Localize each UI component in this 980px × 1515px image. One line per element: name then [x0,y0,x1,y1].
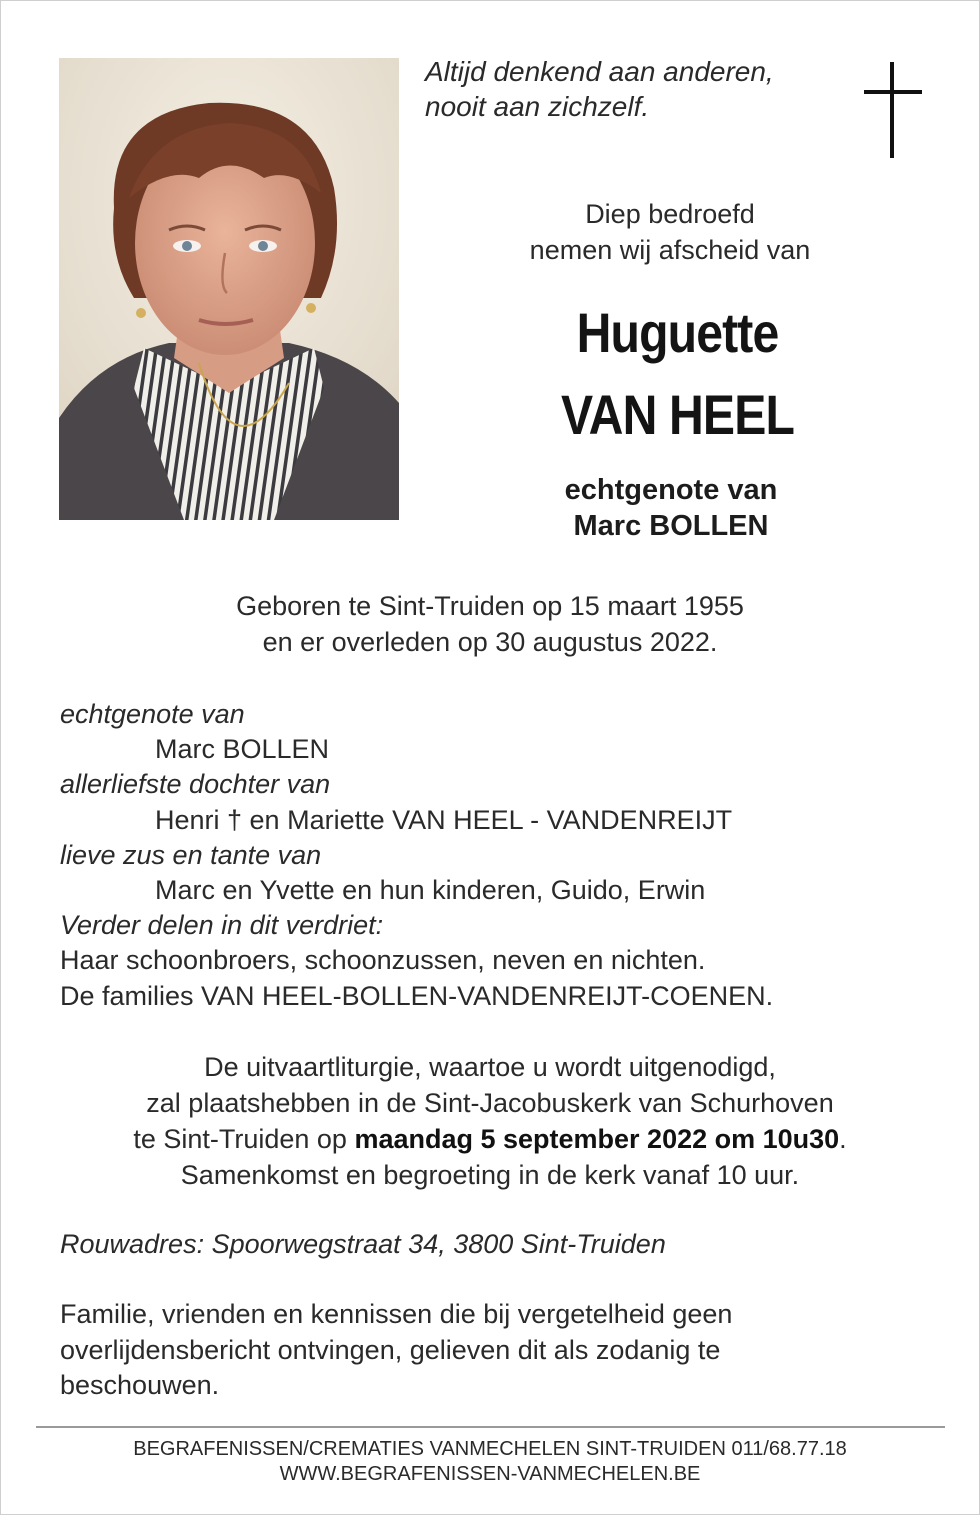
deceased-last-name: VAN HEEL [560,383,795,446]
death-line: en er overleden op 30 augustus 2022. [262,627,718,657]
motto-line-1: Altijd denkend aan anderen, [425,56,774,87]
intro-text [470,196,870,268]
intro-line-1: Diep bedroefd [585,199,755,229]
relation-names: Marc en Yvette en hun kinderen, Guido, Erwin [155,875,706,906]
relation-label: allerliefste dochter van [60,769,331,800]
footer-company: BEGRAFENISSEN/CREMATIES VANMECHELEN SINT-TRUIDEN 011/68.77.18 [133,1438,847,1460]
notice-text [60,1297,732,1404]
notice-line-1: Familie, vrienden en kennissen die bij vergetelheid geen [60,1299,733,1329]
relation-label: echtgenote van [60,699,245,729]
further-label: Verder delen in dit verdriet: [60,910,384,941]
portrait-photo [59,58,399,520]
funeral-details [0,1049,980,1193]
relation-names: Marc BOLLEN [155,734,330,765]
relation-label: lieve zus en tante van [60,839,322,870]
funeral-line-1: De uitvaartliturgie, waartoe u wordt uitgenodigd, [204,1052,776,1082]
deceased-name [499,292,856,456]
funeral-line-3-prefix: te Sint-Truiden op [133,1124,355,1154]
motto-line-2: nooit aan zichzelf. [425,91,650,122]
funeral-line-3-suffix: . [839,1124,847,1154]
notice-line-3: beschouwen. [60,1370,220,1400]
funeral-line-2: zal plaatshebben in de Sint-Jacobuskerk van Schurhoven [146,1088,834,1118]
notice-line-2: overlijdensbericht ontvingen, gelieven dit als zodanig te [60,1334,721,1365]
relations-list [60,697,773,1014]
birth-line: Geboren te Sint-Truiden op 15 maart 1955 [236,591,744,621]
intro-line-2: nemen wij afscheid van [529,235,811,265]
footer-website: WWW.BEGRAFENISSEN-VANMECHELEN.BE [279,1463,701,1485]
footer-divider [36,1426,945,1428]
relation-names: Henri † en Mariette VAN HEEL - VANDENREIJT [155,804,733,835]
birth-death-text [0,588,980,660]
mourning-address: Rouwadres: Spoorwegstraat 34, 3800 Sint-Truiden [60,1229,666,1259]
spouse-heading-line-2: Marc BOLLEN [573,510,769,542]
latin-cross-icon [864,62,922,158]
funeral-date-time: maandag 5 september 2022 om 10u30 [354,1124,840,1154]
motto-quote [425,54,774,124]
funeral-line-4: Samenkomst en begroeting in de kerk vanaf 10 uur. [180,1160,800,1190]
further-line-1: Haar schoonbroers, schoonzussen, neven en nichten. [60,945,706,976]
spouse-heading [470,472,872,544]
further-line-2: De families VAN HEEL-BOLLEN-VANDENREIJT-COENEN. [60,980,774,1011]
spouse-heading-line-1: echtgenote van [564,474,778,506]
funeral-line-3 [0,1121,980,1157]
footer [0,1437,980,1487]
deceased-first-name: Huguette [576,301,779,364]
